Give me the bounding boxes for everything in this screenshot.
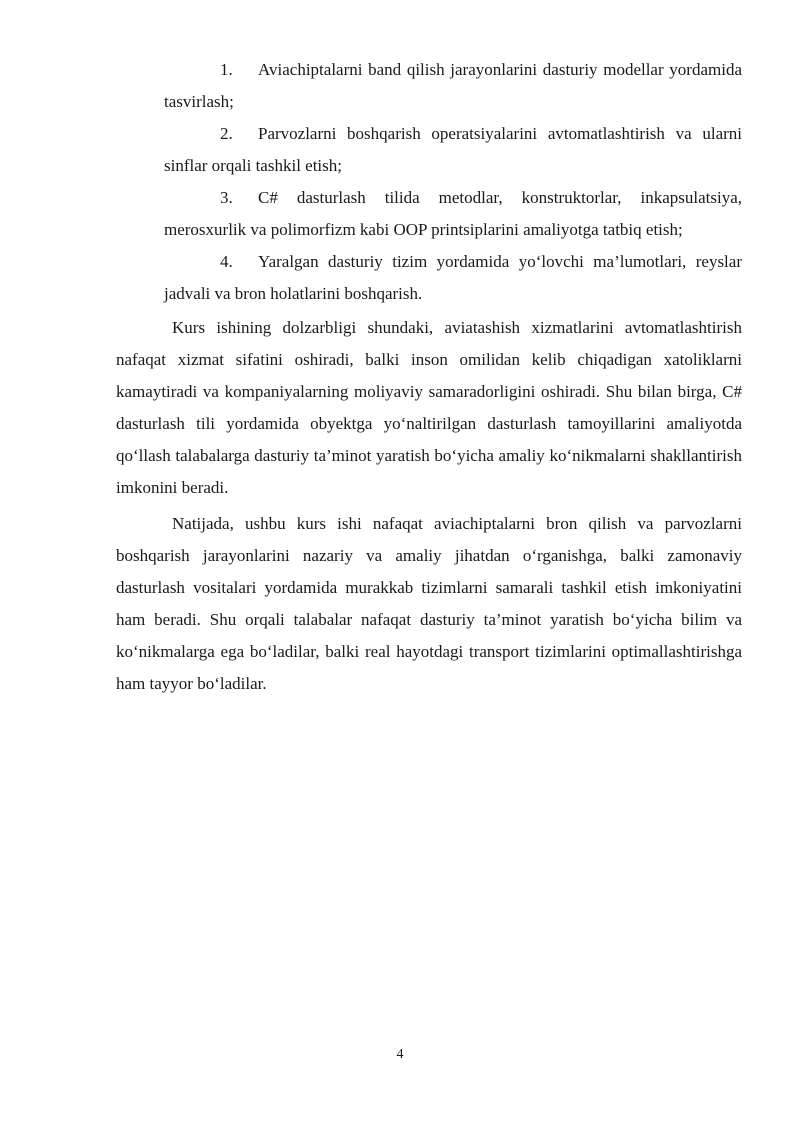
list-item	[164, 118, 742, 182]
list-item-number: 1.	[220, 60, 233, 79]
list-item	[164, 54, 742, 118]
objectives-list	[164, 54, 742, 310]
list-item	[164, 182, 742, 246]
list-item-text: Aviachiptalarni band qilish jarayonlarini dasturiy modellar yordamida tasvirlash;	[164, 60, 742, 111]
list-item-number: 3.	[220, 188, 233, 207]
list-item-number: 4.	[220, 252, 233, 271]
list-item-text: Yaralgan dasturiy tizim yordamida yo‘lovchi ma’lumotlari, reyslar jadvali va bron holatlarini boshqarish.	[164, 252, 742, 303]
list-item-text: C# dasturlash tilida metodlar, konstruktorlar, inkapsulatsiya, merosxurlik va polimorfizm kabi OOP printsiplarini amaliyotga tatbiq etish;	[164, 188, 742, 239]
list-item	[164, 246, 742, 310]
list-item-text: Parvozlarni boshqarish operatsiyalarini avtomatlashtirish va ularni sinflar orqali tashkil etish;	[164, 124, 742, 175]
conclusion-paragraph: Natijada, ushbu kurs ishi nafaqat aviachiptalarni bron qilish va parvozlarni boshqarish jarayonlarini nazariy va amaliy jihatdan o‘rganishga, balki zamonaviy dasturlash vositalari yordamida murakkab tizimlarni samarali tashkil etish imkoniyatini ham beradi. Shu orqali talabalar nafaqat dasturiy ta’minot yaratish bo‘yicha bilim va ko‘nikmalarga ega bo‘ladilar, balki real hayotdagi transport tizimlarini optimallashtirishga ham tayyor bo‘ladilar.	[116, 514, 742, 693]
relevance-paragraph: Kurs ishining dolzarbligi shundaki, aviatashish xizmatlarini avtomatlashtirish nafaqat xizmat sifatini oshiradi, balki inson omilidan kelib chiqadigan xatoliklarni kamaytiradi va kompaniyalarning moliyaviy samaradorligini oshiradi. Shu bilan birga, C# dasturlash tili yordamida obyektga yo‘naltirilgan dasturlash tamoyillarini amaliyotda qo‘llash talabalarga dasturiy ta’minot yaratish bo‘yicha amaliy ko‘nikmalarni shakllantirish imkonini beradi.	[116, 318, 742, 497]
list-item-number: 2.	[220, 124, 233, 143]
page-number: 4	[396, 1047, 404, 1062]
